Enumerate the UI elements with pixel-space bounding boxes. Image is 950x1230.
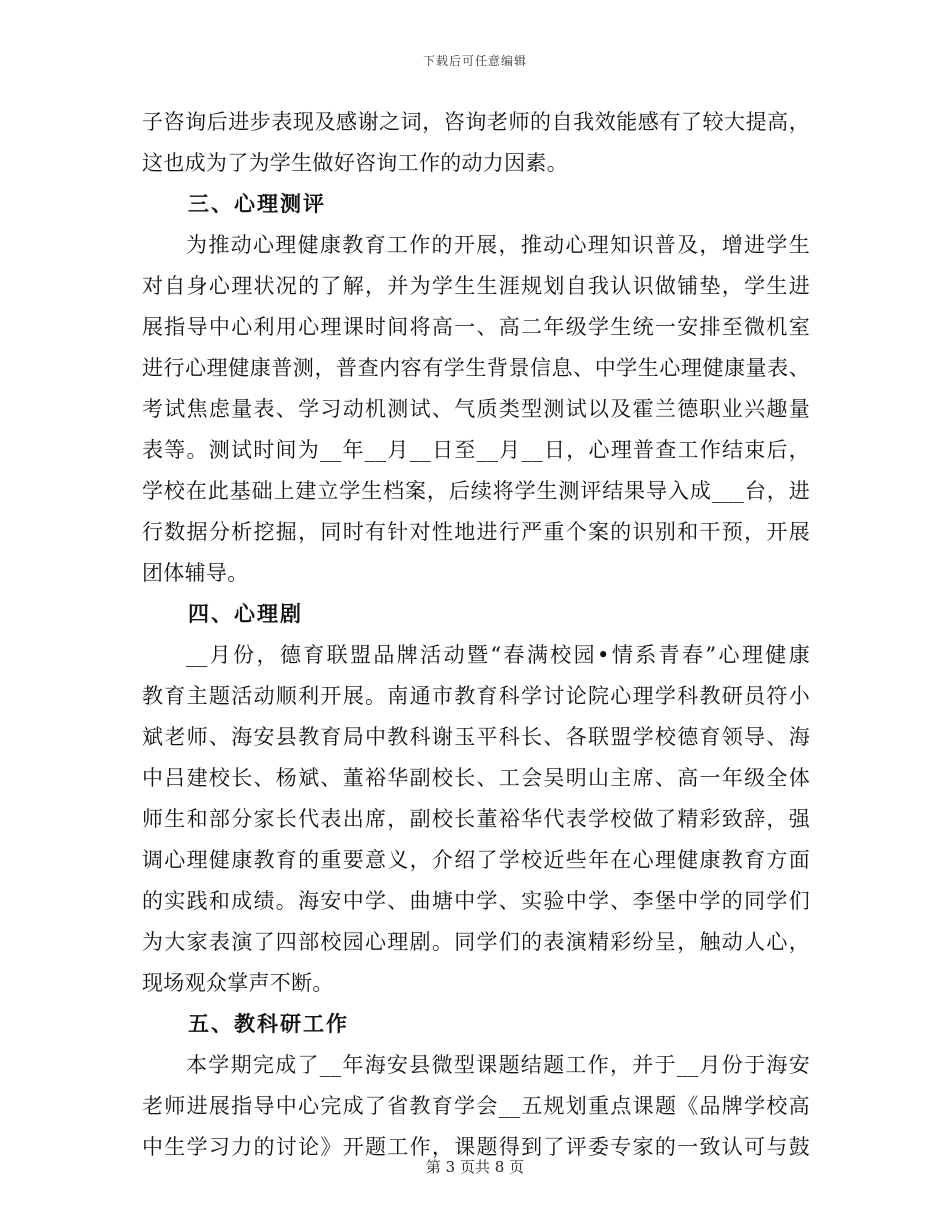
body-line: 的实践和成绩。海安中学、曲塘中学、实验中学、李堡中学的同学们: [142, 889, 810, 913]
body-line: 现场观众掌声不断。: [142, 971, 334, 995]
document-body: [142, 102, 810, 1168]
body-line: 行数据分析挖掘，同时有针对性地进行严重个案的识别和干预，开展: [142, 520, 810, 544]
body-line: 展指导中心利用心理课时间将高一、高二年级学生统一安排至微机室: [142, 315, 810, 339]
page-header: 下载后可任意编辑: [422, 54, 527, 68]
body-line: 表等。测试时间为__年__月__日至__月__日，心理普查工作结束后，: [142, 438, 810, 462]
section-heading-psychodrama: 四、心理剧: [188, 602, 303, 626]
page-number-indicator: 第 3 页共 8 页: [425, 1158, 525, 1176]
body-line: 斌老师、海安县教育局中教科谢玉平科长、各联盟学校德育领导、海: [142, 725, 810, 749]
body-line: __月份，德育联盟品牌活动暨“春满校园•情系青春”心理健康: [186, 643, 810, 667]
section-heading-psychological-assessment: 三、心理测评: [188, 192, 326, 216]
body-line: 考试焦虑量表、学习动机测试、气质类型测试以及霍兰德职业兴趣量: [142, 397, 810, 421]
body-line: 中吕建校长、杨斌、董裕华副校长、工会吴明山主席、高一年级全体: [142, 766, 810, 790]
body-line: 子咨询后进步表现及感谢之词，咨询老师的自我效能感有了较大提高，: [142, 110, 810, 134]
body-line: 为大家表演了四部校园心理剧。同学们的表演精彩纷呈，触动人心，: [142, 930, 810, 954]
body-line: 本学期完成了__年海安县微型课题结题工作，并于__月份于海安: [186, 1053, 810, 1077]
body-line: 团体辅导。: [142, 561, 249, 585]
body-line: 老师进展指导中心完成了省教育学会__五规划重点课题《品牌学校高: [142, 1094, 810, 1118]
body-line: 调心理健康教育的重要意义，介绍了学校近些年在心理健康教育方面: [142, 848, 810, 872]
body-line: 这也成为了为学生做好咨询工作的动力因素。: [142, 151, 568, 175]
body-line: 中生学习力的讨论》开题工作，课题得到了评委专家的一致认可与鼓: [142, 1135, 810, 1159]
body-line: 教育主题活动顺利开展。南通市教育科学讨论院心理学科教研员符小: [142, 684, 810, 708]
section-heading-teaching-research: 五、教科研工作: [188, 1012, 349, 1036]
body-line: 对自身心理状况的了解，并为学生生涯规划自我认识做铺垫，学生进: [142, 274, 810, 298]
body-line: 进行心理健康普测，普查内容有学生背景信息、中学生心理健康量表、: [142, 356, 810, 380]
body-line: 为推动心理健康教育工作的开展，推动心理知识普及，增进学生: [186, 233, 810, 257]
body-line: 学校在此基础上建立学生档案，后续将学生测评结果导入成___台，进: [142, 479, 810, 503]
body-line: 师生和部分家长代表出席，副校长董裕华代表学校做了精彩致辞，强: [142, 807, 810, 831]
